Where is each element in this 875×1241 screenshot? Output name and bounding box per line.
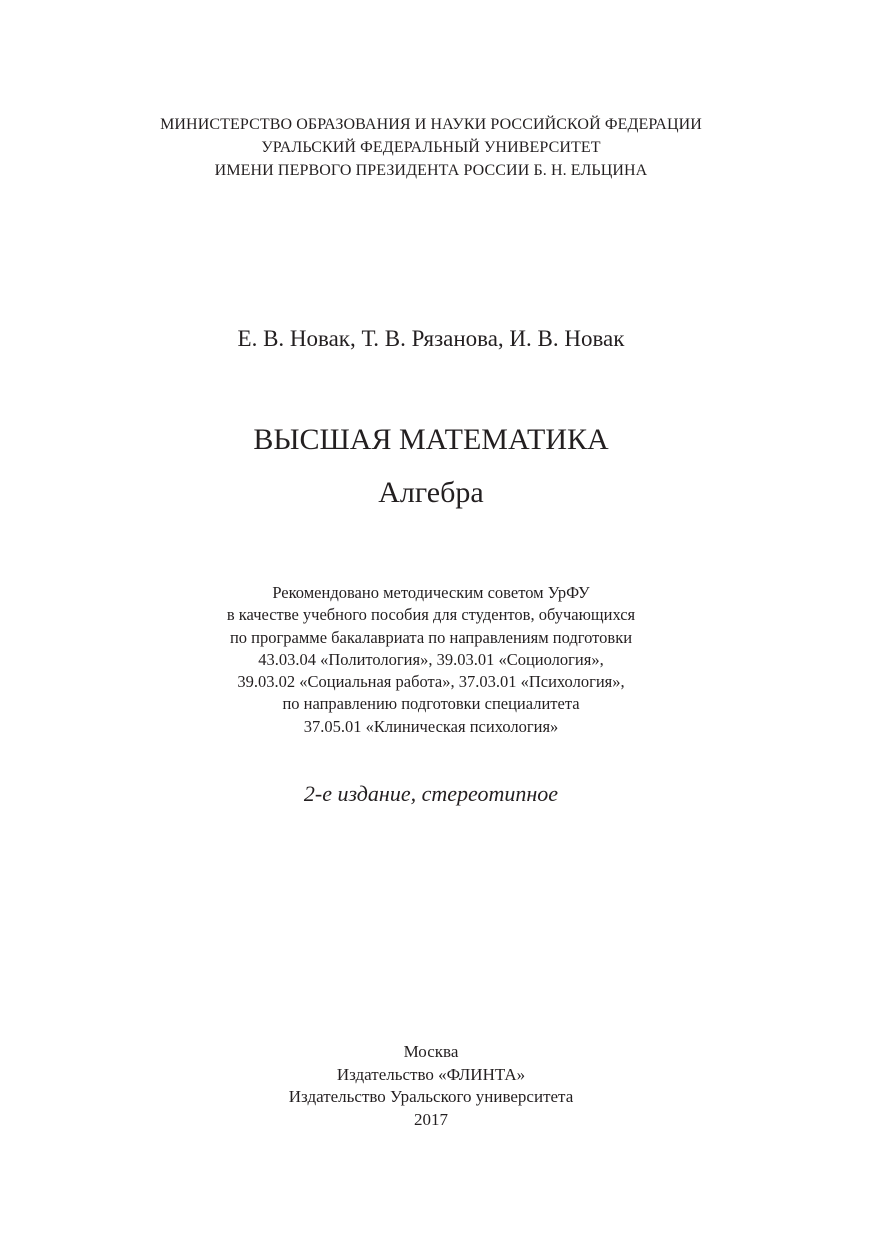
imprint-publisher: Издательство «ФЛИНТА» (336, 1064, 526, 1084)
recommendation-line: по программе бакалавриата по направлениям подготовки (229, 627, 633, 647)
recommendation-line: в качестве учебного пособия для студентов, обучающихся (226, 605, 636, 625)
university-line: УРАЛЬСКИЙ ФЕДЕРАЛЬНЫЙ УНИВЕРСИТЕТ (261, 139, 601, 156)
imprint-year: 2017 (414, 1109, 448, 1129)
edition-note: 2-е издание, стереотипное (303, 781, 559, 806)
imprint (0, 1041, 862, 1131)
book-title: ВЫСШАЯ МАТЕМАТИКА (253, 423, 609, 456)
recommendation-line: 39.03.02 «Социальная работа», 37.03.01 «Психология», (237, 672, 625, 692)
recommendation-line: 43.03.04 «Политология», 39.03.01 «Социология», (258, 649, 604, 669)
organization-header (0, 113, 862, 182)
recommendation-line: Рекомендовано методическим советом УрФУ (272, 583, 590, 602)
book-subtitle: Алгебра (378, 476, 484, 509)
recommendation-line: 37.05.01 «Клиническая психология» (303, 716, 559, 736)
authors: Е. В. Новак, Т. В. Рязанова, И. В. Новак (237, 326, 625, 351)
recommendation-text (0, 582, 862, 738)
imprint-city: Москва (403, 1042, 459, 1061)
ministry-line: МИНИСТЕРСТВО ОБРАЗОВАНИЯ И НАУКИ РОССИЙСКОЙ ФЕДЕРАЦИИ (160, 116, 702, 133)
university-name-line: ИМЕНИ ПЕРВОГО ПРЕЗИДЕНТА РОССИИ Б. Н. ЕЛЬЦИНА (214, 162, 648, 179)
imprint-publisher: Издательство Уральского университета (288, 1087, 574, 1106)
recommendation-line: по направлению подготовки специалитета (282, 694, 580, 714)
